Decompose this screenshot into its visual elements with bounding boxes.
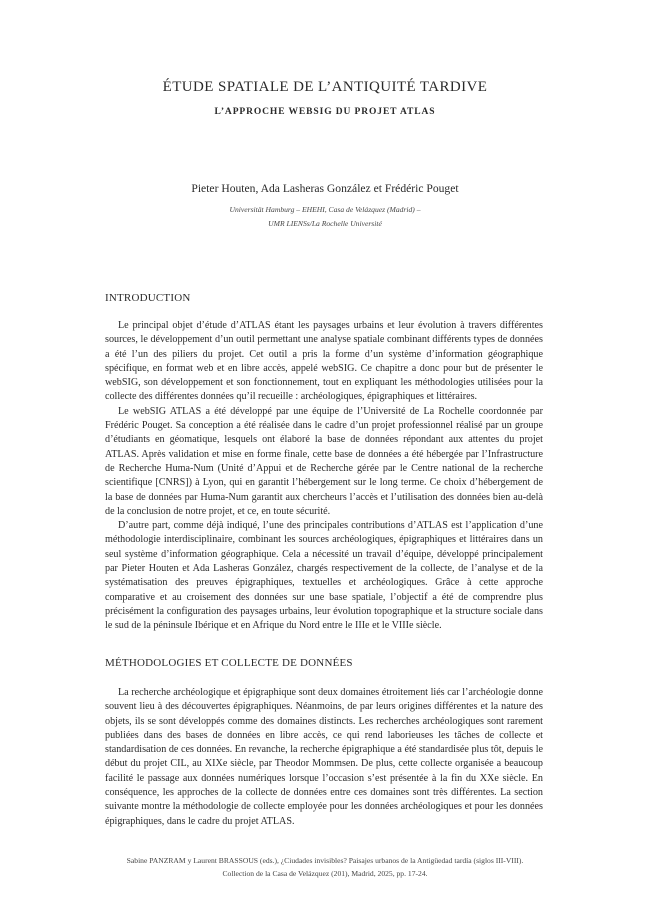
footer-citation-line2: Collection de la Casa de Velázquez (201), Madrid, 2025, pp. 17-24. <box>222 869 428 878</box>
author-affiliation-line2: UMR LIENSs/La Rochelle Université <box>268 219 382 228</box>
author-names: Pieter Houten, Ada Lasheras González et Frédéric Pouget <box>191 182 459 195</box>
section-heading-methodologies: MÉTHODOLOGIES ET COLLECTE DE DONNÉES <box>105 657 353 669</box>
author-affiliation-line1: Universität Hamburg – EHEHI, Casa de Velázquez (Madrid) – <box>229 205 421 214</box>
section-body-introduction <box>105 319 543 634</box>
section-heading-introduction: INTRODUCTION <box>105 292 191 304</box>
paragraph: D’autre part, comme déjà indiqué, l’une des principales contributions d’ATLAS est l’application d’une méthodologie interdisciplinaire, combinant les sources archéologiques, épigraphiques et littéraires dans un seul système d’information géographique. Cela a nécessité un travail d’équipe, développé principalement par Pieter Houten et Ada Lasheras González, chargés respectivement de la collecte, de l’analyse et de la systématisation des preuves épigraphiques, textuelles et archéologiques. Grâce à cette approche comparative et au croisement des données sur une base spatiale, l’objectif a été de comprendre plus précisément la configuration des paysages urbains, leur évolution topographique et la structure sociale dans le sud de la péninsule Ibérique et en Afrique du Nord entre le IIIe et le VIIIe siècle. <box>105 520 543 632</box>
chapter-subtitle: L’APPROCHE WEBSIG DU PROJET ATLAS <box>214 107 436 117</box>
footer-citation-line1: Sabine PANZRAM y Laurent BRASSOUS (eds.), ¿Ciudades invisibles? Paisajes urbanos de la Antigüedad tardía (siglos III-VIII). <box>126 856 524 865</box>
paragraph: La recherche archéologique et épigraphique sont deux domaines étroitement liés car l’archéologie donne souvent lieu à des découvertes épigraphiques. Néanmoins, de par leurs origines différentes et la nature des objets, ils se sont développés comme des domaines distincts. Les recherches archéologiques sont rarement publiées dans des bases de données en libre accès, ce qui rend laborieuses les tâches de collecte et standardisation de ces données. En revanche, la recherche épigraphique a été standardisée plus tôt, depuis le début du projet CIL, au XIXe siècle, par Theodor Mommsen. De plus, cette collecte organisée a beaucoup facilité le passage aux données numériques lorsque l’occasion s’est présentée à la fin du XXe siècle. En conséquence, les approches de la collecte de données entre ces domaines sont très différentes. La section suivante montre la méthodologie de collecte employée pour les données archéologiques et pour les données épigraphiques, dans le cadre du projet ATLAS. <box>105 687 543 827</box>
section-body-methodologies <box>105 686 543 829</box>
paragraph: Le principal objet d’étude d’ATLAS étant les paysages urbains et leur évolution à travers différentes sources, le développement d’un outil permettant une analyse spatiale combinant différents types de données a été l’un des piliers du projet. Cet outil a pris la forme d’un système d’information géographique spécifique, en format web et en libre accès, appelé webSIG. Ce chapitre a donc pour but de présenter le webSIG, son développement et son fonctionnement, tout en expliquant les méthodologies utilisées pour la collecte des différentes données qu’il recueille : archéologiques, épigraphiques et littéraires. <box>105 320 543 403</box>
chapter-title: ÉTUDE SPATIALE DE L’ANTIQUITÉ TARDIVE <box>162 79 488 95</box>
paragraph: Le webSIG ATLAS a été développé par une équipe de l’Université de La Rochelle coordonnée par Frédéric Pouget. Sa conception a été réalisée dans le cadre d’un projet professionnel réalisé par un groupe d’étudiants en géomatique, lesquels ont élaboré la base de données répondant aux attentes du projet ATLAS. Après validation et mise en forme finale, cette base de données a été hébergée par l’Infrastructure de Recherche Huma-Num (Unité d’Appui et de Recherche gérée par le Centre national de la recherche scientifique [CNRS]) à Lyon, qui en garantit l’hébergement sur le long terme. Ce choix d’hébergement de la base de données par Huma-Num garantit aux chercheurs l’accès et l’utilisation des données bien au-delà de la conclusion de notre projet, et ce, en toute sécurité. <box>105 405 543 517</box>
